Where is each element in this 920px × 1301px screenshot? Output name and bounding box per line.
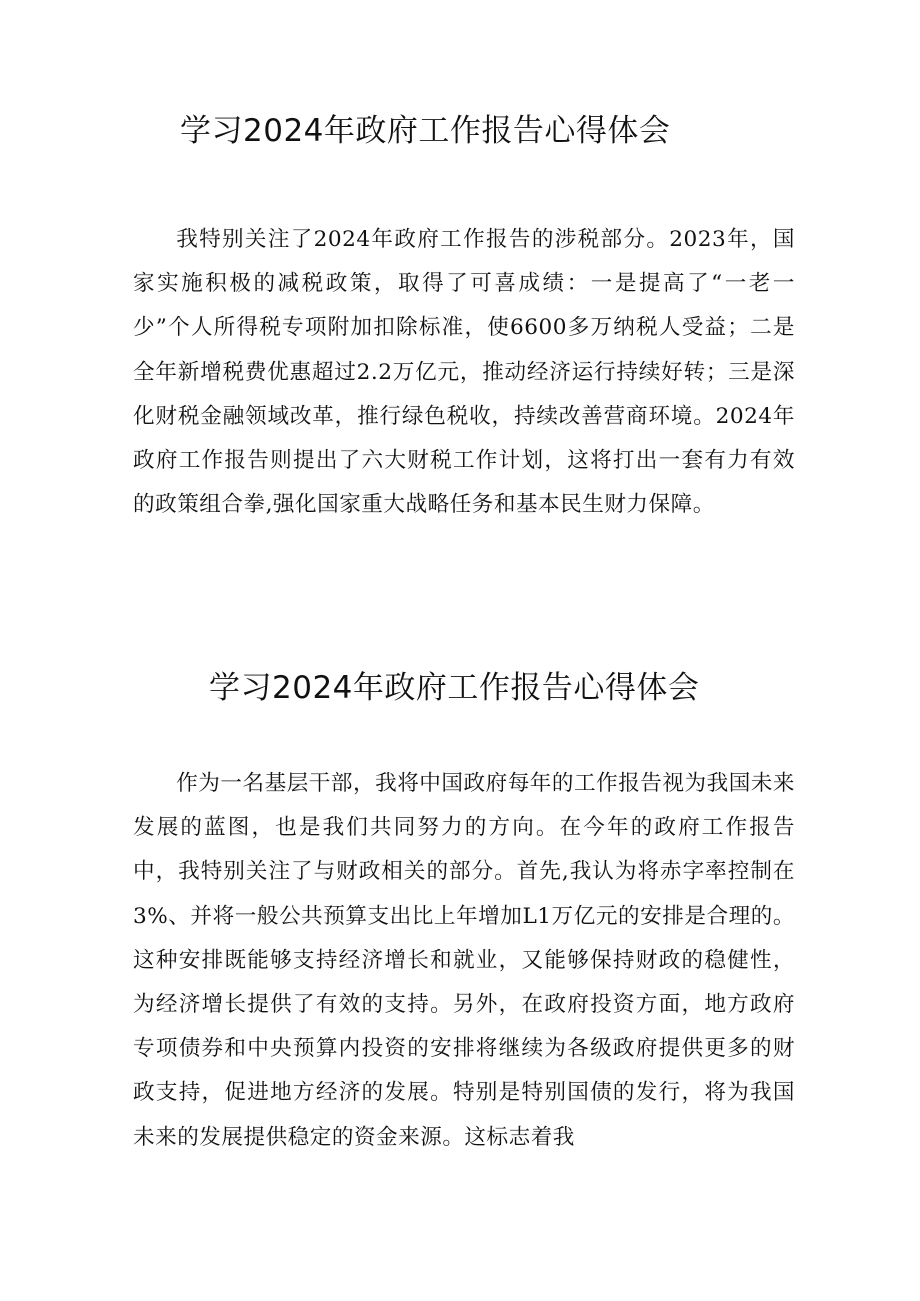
section-title-2: 学习2024年政府工作报告心得体会 [209, 670, 700, 706]
section-paragraph-1: 我特别关注了2024年政府工作报告的涉税部分。2023年，国家实施积极的减税政策，取得了可喜成绩：一是提高了“一老一少”个人所得税专项附加扣除标准，使6600多万纳税人受益；二是全年新增税费优惠超过2.2万亿元，推动经济运行持续好转；三是深化财税金融领域改革，推行绿色税收，持续改善营商环境。2024年政府工作报告则提出了六大财税工作计划，这将打出一套有力有效的政策组合拳,强化国家重大战略任务和基本民生财力保障。 [133, 227, 795, 518]
section-title-1: 学习2024年政府工作报告心得体会 [180, 113, 671, 149]
section-paragraph-2: 作为一名基层干部，我将中国政府每年的工作报告视为我国未来发展的蓝图，也是我们共同努力的方向。在今年的政府工作报告中，我特别关注了与财政相关的部分。首先,我认为将赤字率控制在3%、并将一般公共预算支出比上年增加L1万亿元的安排是合理的。这种安排既能够支持经济增长和就业，又能够保持财政的稳健性，为经济增长提供了有效的支持。另外，在政府投资方面，地方政府专项债券和中央预算内投资的安排将继续为各级政府提供更多的财政支持，促进地方经济的发展。特别是特别国债的发行，将为我国未来的发展提供稳定的资金来源。这标志着我 [133, 771, 795, 1150]
